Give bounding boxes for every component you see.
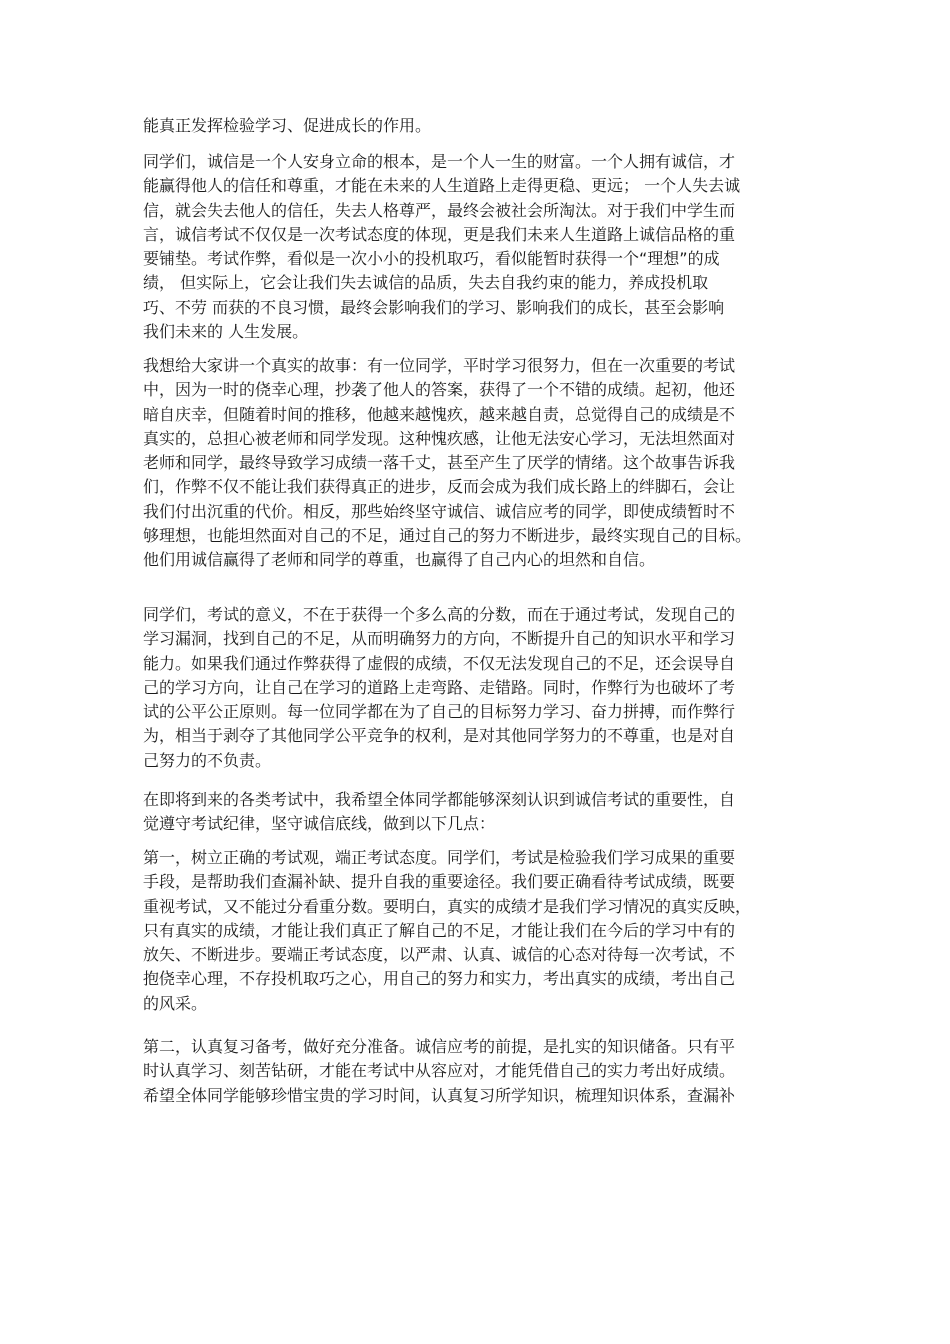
- text-line: 暗自庆幸，但随着时间的推移，他越来越愧疚，越来越自责，总觉得自己的成绩是不: [143, 404, 736, 424]
- text-line: 在即将到来的各类考试中，我希望全体同学都能够深刻认识到诚信考试的重要性，自: [143, 790, 736, 809]
- text-line: 我想给大家讲一个真实的故事：有一位同学，平时学习很努力，但在一次重要的考试: [143, 356, 736, 375]
- text-line: 试的公平公正原则。每一位同学都在为了自己的目标努力学习、奋力拼搏，而作弊行: [143, 702, 736, 722]
- text-line: 己的学习方向，让自己在学习的道路上走弯路、走错路。同时，作弊行为也破坏了考: [143, 677, 736, 697]
- text-line: 己努力的不负责。: [143, 750, 272, 770]
- paragraph-point-two: [143, 1035, 823, 1108]
- text-line: 重视考试，又不能过分看重分数。要明白，真实的成绩才是我们学习情况的真实反映，: [143, 896, 752, 916]
- text-line: 时认真学习、刻苦钻研，才能在考试中从容应对，才能凭借自己的实力考出好成绩。: [143, 1061, 736, 1081]
- text-line: 巧、不劳 而获的不良习惯，最终会影响我们的学习、影响我们的成长，甚至会影响: [143, 297, 725, 317]
- text-line: 只有真实的成绩，才能让我们真正了解自己的不足，才能让我们在今后的学习中有的: [143, 920, 736, 940]
- text-line: 真实的，总担心被老师和同学发现。这种愧疚感，让他无法安心学习，无法坦然面对: [143, 428, 736, 448]
- text-line: 为，相当于剥夺了其他同学公平竞争的权利，是对其他同学努力的不尊重，也是对自: [143, 726, 736, 746]
- text-line: 第一，树立正确的考试观，端正考试态度。同学们，考试是检验我们学习成果的重要: [143, 848, 736, 867]
- text-line: 中，因为一时的侥幸心理，抄袭了他人的答案，获得了一个不错的成绩。起初，他还: [143, 380, 736, 400]
- paragraph-true-story: [143, 354, 823, 573]
- text-line: 手段，是帮助我们查漏补缺、提升自我的重要途径。我们要正确看待考试成绩，既要: [143, 872, 736, 892]
- text-line: 老师和同学，最终导致学习成绩一落千丈，甚至产生了厌学的情绪。这个故事告诉我: [143, 453, 736, 473]
- paragraph-point-one: [143, 846, 823, 1016]
- text-line: 信，就会失去他人的信任，失去人格尊严，最终会被社会所淘汰。对于我们中学生而: [143, 200, 736, 220]
- text-line: 抱侥幸心理，不存投机取巧之心，用自己的努力和实力，考出真实的成绩，考出自己: [143, 969, 736, 989]
- text-line: 同学们，考试的意义，不在于获得一个多么高的分数，而在于通过考试，发现自己的: [143, 605, 736, 624]
- text-line: 要铺垫。考试作弊，看似是一次小小的投机取巧，看似能暂时获得一个“理想”的成: [143, 249, 720, 269]
- text-line: 们，作弊不仅不能让我们获得真正的进步，反而会成为我们成长路上的绊脚石，会让: [143, 477, 736, 497]
- paragraph-upcoming-exams: [143, 788, 823, 837]
- text-line: 我们未来的 人生发展。: [143, 322, 309, 342]
- paragraph-exam-meaning: [143, 603, 823, 773]
- text-line: 能力。如果我们通过作弊获得了虚假的成绩，不仅无法发现自己的不足，还会误导自: [143, 653, 736, 673]
- text-line: 希望全体同学能够珍惜宝贵的学习时间，认真复习所学知识，梳理知识体系，查漏补: [143, 1085, 736, 1105]
- text-line: 觉遵守考试纪律，坚守诚信底线，做到以下几点：: [143, 814, 496, 834]
- text-line: 第二，认真复习备考，做好充分准备。诚信应考的前提，是扎实的知识储备。只有平: [143, 1037, 736, 1056]
- text-line: 学习漏洞，找到自己的不足，从而明确努力的方向，不断提升自己的知识水平和学习: [143, 629, 736, 649]
- text-line: 同学们，诚信是一个人安身立命的根本，是一个人一生的财富。一个人拥有诚信，才: [143, 152, 736, 171]
- paragraph-integrity-foundation: [143, 150, 823, 344]
- paragraph-closing-fragment: [143, 114, 823, 138]
- text-line: 他们用诚信赢得了老师和同学的尊重，也赢得了自己内心的坦然和自信。: [143, 550, 656, 570]
- text-line: 够理想，也能坦然面对自己的不足，通过自己的努力不断进步，最终实现自己的目标。: [143, 526, 752, 546]
- text-line: 放矢、不断进步。要端正考试态度，以严肃、认真、诚信的心态对待每一次考试，不: [143, 945, 736, 965]
- text-line: 的风采。: [143, 993, 208, 1013]
- text-line: 能赢得他人的信任和尊重，才能在未来的人生道路上走得更稳、更远； 一个人失去诚: [143, 176, 741, 196]
- text-line: 言，诚信考试不仅仅是一次考试态度的体现，更是我们未来人生道路上诚信品格的重: [143, 224, 736, 244]
- text-line: 我们付出沉重的代价。相反，那些始终坚守诚信、诚信应考的同学，即使成绩暂时不: [143, 501, 736, 521]
- text-line: 能真正发挥检验学习、促进成长的作用。: [143, 116, 432, 135]
- text-line: 绩， 但实际上，它会让我们失去诚信的品质，失去自我约束的能力，养成投机取: [143, 273, 709, 293]
